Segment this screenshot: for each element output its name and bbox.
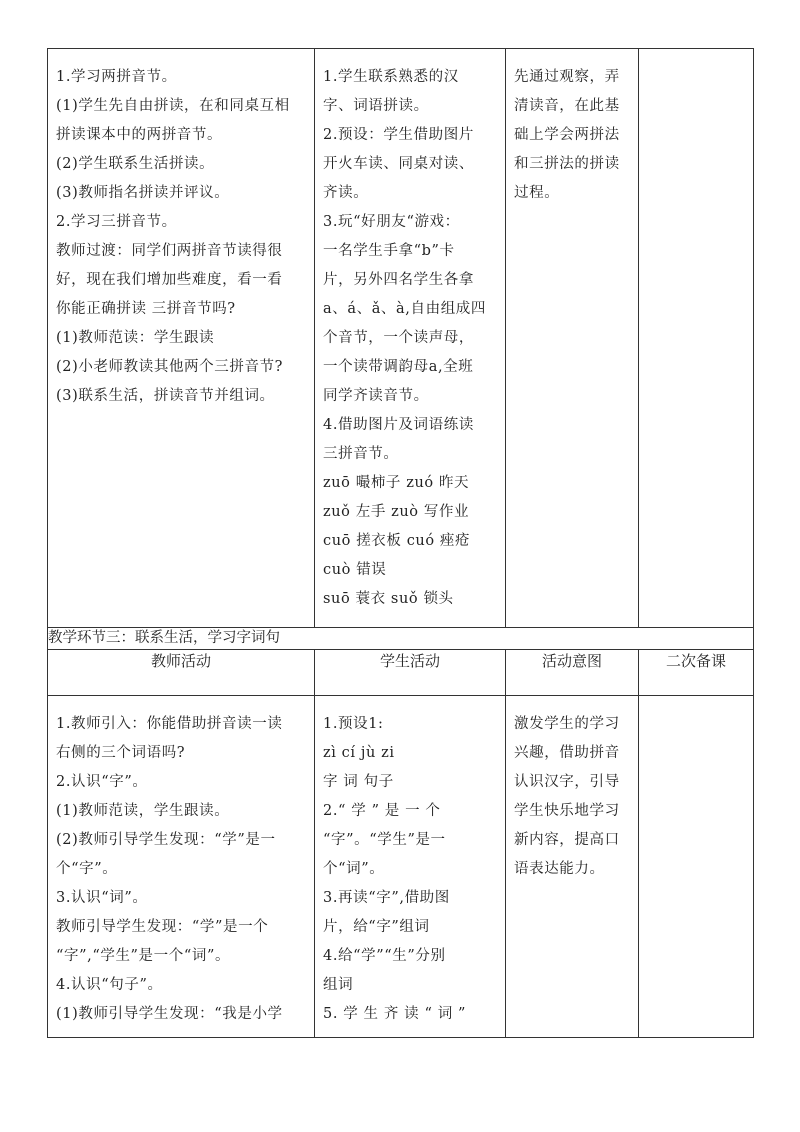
activity-intent-text: [506, 696, 638, 892]
text-line: 础上学会两拼法: [514, 127, 620, 143]
text-line: 你能正确拼读 三拼音节吗?: [56, 301, 236, 317]
text-line: 和三拼法的拼读: [514, 156, 620, 172]
text-line: 三拼音节。: [323, 446, 399, 462]
table-row: [48, 696, 754, 1038]
text-line: 2.认识“字”。: [56, 774, 148, 790]
text-line: 1.教师引入：你能借助拼音读一读: [56, 716, 283, 732]
text-line: 兴趣，借助拼音: [514, 745, 620, 761]
second-preparation-cell: [639, 696, 754, 1038]
teacher-activity-cell: [48, 49, 315, 628]
text-line: 个音节，一个读声母，: [323, 330, 474, 346]
text-line: 齐读。: [323, 185, 369, 201]
text-line: “字”。“学生”是一: [323, 832, 446, 848]
column-header-backup: 二次备课: [639, 650, 754, 696]
text-line: 3.玩“好朋友“游戏：: [323, 214, 460, 230]
teacher-activity-text: [48, 49, 314, 419]
text-line: (2)教师引导学生发现：“学”是一: [56, 832, 276, 848]
text-line: cuò 错误: [323, 562, 387, 578]
text-line: 2.预设：学生借助图片: [323, 127, 474, 143]
table-row: [48, 49, 754, 628]
student-activity-text: [315, 49, 505, 622]
student-activity-cell: [315, 49, 506, 628]
section-row: [48, 628, 754, 650]
text-line: 字、词语拼读。: [323, 98, 429, 114]
text-line: (1)教师范读，学生跟读。: [56, 803, 230, 819]
text-line: 1.预设1:: [323, 716, 384, 732]
column-header-teacher: 教师活动: [48, 650, 315, 696]
text-line: 个“词”。: [323, 861, 385, 877]
text-line: 1.学生联系熟悉的汉: [323, 69, 459, 85]
text-line: 组词: [323, 977, 354, 993]
text-line: 新内容，提高口: [514, 832, 620, 848]
text-line: cuō 搓衣板 cuó 痤疮: [323, 533, 471, 549]
second-preparation-cell: [639, 49, 754, 628]
text-line: (3)联系生活，拼读音节并组词。: [56, 388, 275, 404]
text-line: 字 词 句子: [323, 774, 394, 790]
text-line: 语表达能力。: [514, 861, 605, 877]
column-header-student: 学生活动: [315, 650, 506, 696]
text-line: 一个读带调韵母a,全班: [323, 359, 474, 375]
text-line: (2)学生联系生活拼读。: [56, 156, 215, 172]
text-line: 认识汉字，引导: [514, 774, 620, 790]
text-line: 拼读课本中的两拼音节。: [56, 127, 223, 143]
text-line: 右侧的三个词语吗?: [56, 745, 186, 761]
text-line: 一名学生手拿“b”卡: [323, 243, 455, 259]
activity-intent-cell: [506, 49, 639, 628]
text-line: 4.给“学”“生”分别: [323, 948, 446, 964]
text-line: suō 蓑衣 suǒ 锁头: [323, 591, 454, 607]
student-activity-text: [315, 696, 505, 1037]
text-line: (1)教师范读：学生跟读: [56, 330, 215, 346]
text-line: 教师引导学生发现：“学”是一个: [56, 919, 269, 935]
text-line: (1)教师引导学生发现：“我是小学: [56, 1006, 283, 1022]
student-activity-cell: [315, 696, 506, 1038]
text-line: 3.再读“字”,借助图: [323, 890, 450, 906]
activity-intent-text: [506, 49, 638, 216]
text-line: 5. 学 生 齐 读 “ 词 ”: [323, 1006, 467, 1022]
column-header-intent: 活动意图: [506, 650, 639, 696]
text-line: zì cí jù zi: [323, 745, 395, 761]
text-line: 2.“ 学 ” 是 一 个: [323, 803, 441, 819]
text-line: 过程。: [514, 185, 560, 201]
text-line: 4.认识“句子”。: [56, 977, 163, 993]
text-line: 学生快乐地学习: [514, 803, 620, 819]
text-line: 片，给“字”组词: [323, 919, 430, 935]
text-line: 清读音，在此基: [514, 98, 620, 114]
text-line: 开火车读、同桌对读、: [323, 156, 474, 172]
text-line: “字”,“学生”是一个“词”。: [56, 948, 231, 964]
text-line: 2.学习三拼音节。: [56, 214, 177, 230]
text-line: 同学齐读音节。: [323, 388, 429, 404]
text-line: 1.学习两拼音节。: [56, 69, 177, 85]
text-line: zuǒ 左手 zuò 写作业: [323, 504, 470, 520]
text-line: 好，现在我们增加些难度，看一看: [56, 272, 283, 288]
text-line: 教师过渡：同学们两拼音节读得很: [56, 243, 283, 259]
text-line: 个“字”。: [56, 861, 118, 877]
text-line: (1)学生先自由拼读，在和同桌互相: [56, 98, 290, 114]
text-line: 4.借助图片及词语练读: [323, 417, 474, 433]
header-row: [48, 650, 754, 696]
text-line: (3)教师指名拼读并评议。: [56, 185, 230, 201]
teacher-activity-text: [48, 696, 314, 1037]
lesson-plan-table: [47, 48, 754, 1038]
text-line: 先通过观察，弄: [514, 69, 620, 85]
text-line: zuō 嘬柿子 zuó 昨天: [323, 475, 470, 491]
text-line: 3.认识“词”。: [56, 890, 148, 906]
section-title: 教学环节三：联系生活，学习字词句: [48, 628, 754, 650]
text-line: 片，另外四名学生各拿: [323, 272, 474, 288]
text-line: a、á、ǎ、à,自由组成四: [323, 301, 486, 317]
text-line: 激发学生的学习: [514, 716, 620, 732]
activity-intent-cell: [506, 696, 639, 1038]
teacher-activity-cell: [48, 696, 315, 1038]
text-line: (2)小老师教读其他两个三拼音节?: [56, 359, 284, 375]
